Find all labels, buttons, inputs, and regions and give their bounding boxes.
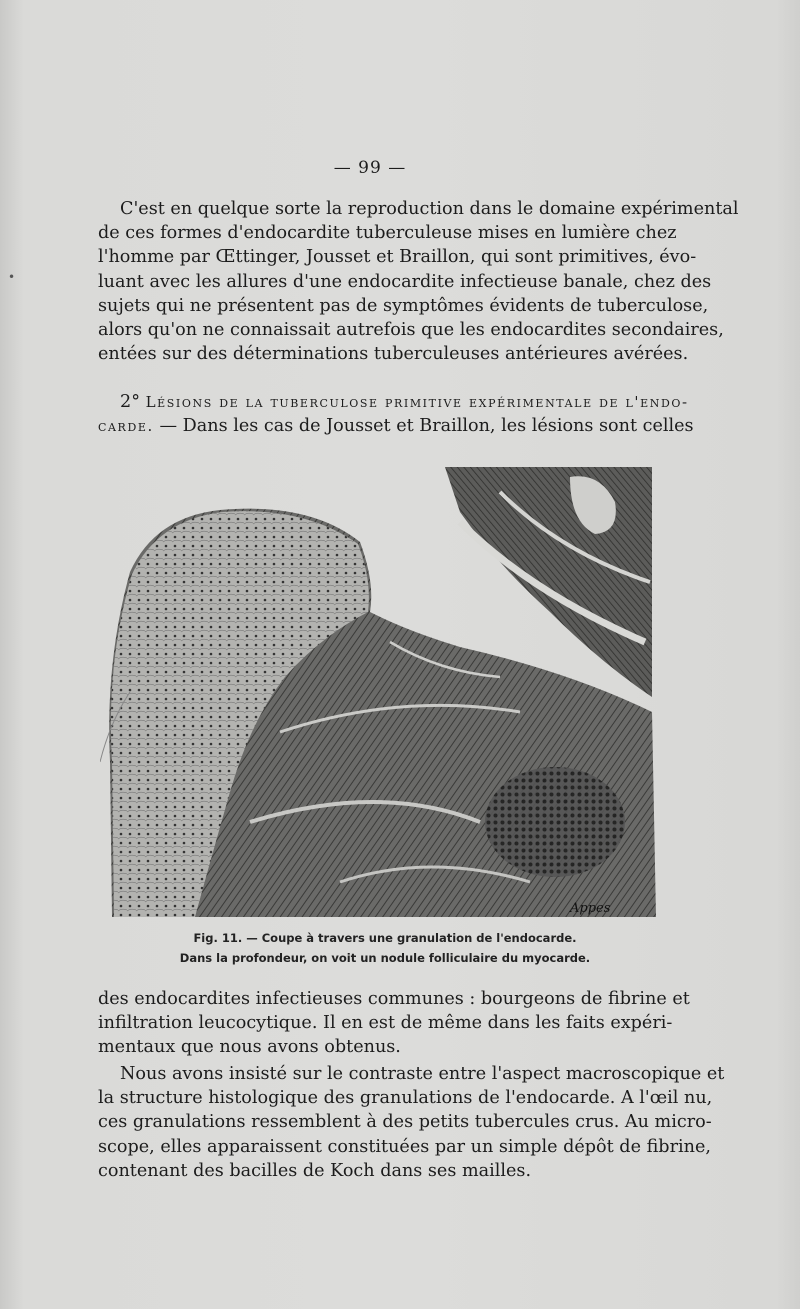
page-number: — 99 — (333, 158, 407, 178)
engraver-signature: Appes (570, 901, 611, 916)
text-line: la structure histologique des granulations de l'endocarde. A l'œil nu, (98, 1088, 713, 1109)
section-title-end: carde. (98, 417, 154, 436)
text-line: de ces formes d'endocardite tuberculeuse mises en lumière chez (98, 223, 677, 244)
text-line: l'homme par Œttinger, Jousset et Braillon, qui sont primitives, évo- (98, 247, 697, 268)
section-heading-line (98, 390, 689, 414)
paragraph-4 (98, 1062, 725, 1183)
text-line: entées sur des déterminations tuberculeuses antérieures avérées. (98, 344, 689, 365)
paragraph-1 (98, 197, 739, 366)
section-number: 2° (120, 392, 140, 412)
text-line: Nous avons insisté sur le contraste entre l'aspect macroscopique et (120, 1064, 725, 1084)
histology-engraving (100, 462, 660, 922)
text-line: luant avec les allures d'une endocardite infectieuse banale, chez des (98, 271, 712, 292)
caption-line-2: Dans la profondeur, on voit un nodule folliculaire du myocarde. (179, 951, 591, 965)
paragraph-3 (98, 987, 690, 1060)
caption-line-1: Fig. 11. — Coupe à travers une granulation de l'endocarde. (193, 931, 577, 945)
text-line: ces granulations ressemblent à des petits tubercules crus. Au micro- (98, 1112, 712, 1133)
text-line: mentaux que nous avons obtenus. (98, 1037, 401, 1058)
text-line: C'est en quelque sorte la reproduction dans le domaine expérimental (120, 199, 739, 219)
figure-caption (0, 928, 770, 968)
text-line: infiltration leucocytique. Il en est de même dans les faits expéri- (98, 1013, 673, 1034)
section-title: Lésions de la tuberculose primitive expérimentale de l'endo- (145, 393, 689, 411)
text-line: des endocardites infectieuses communes : bourgeons de fibrine et (98, 989, 690, 1009)
section-heading-paragraph (98, 390, 694, 438)
section-text: — Dans les cas de Jousset et Braillon, les lésions sont celles (153, 416, 694, 437)
section-heading-line (98, 414, 694, 438)
margin-mark: • (8, 270, 16, 284)
text-line: alors qu'on ne connaissait autrefois que les endocardites secondaires, (98, 320, 724, 341)
text-line: contenant des bacilles de Koch dans ses mailles. (98, 1160, 532, 1181)
text-line: sujets qui ne présentent pas de symptômes évidents de tuberculose, (98, 295, 709, 316)
follicular-nodule (485, 767, 625, 877)
text-line: scope, elles apparaissent constituées par un simple dépôt de fibrine, (98, 1136, 711, 1157)
